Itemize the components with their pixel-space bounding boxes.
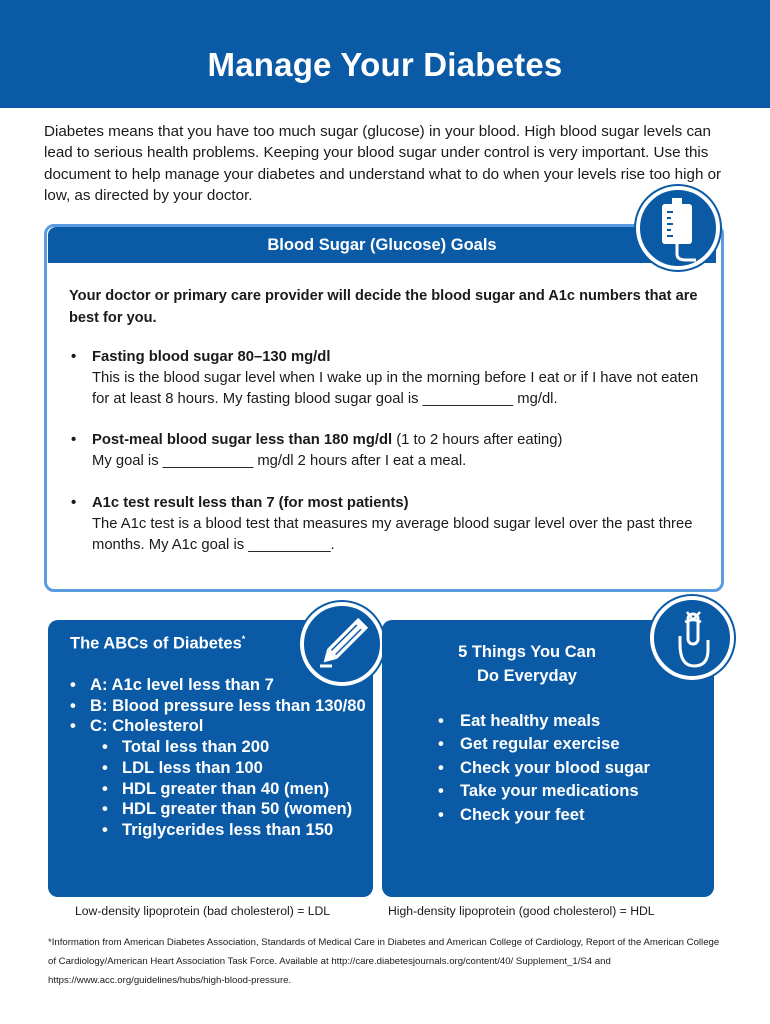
abcs-title-mark: * bbox=[241, 634, 246, 644]
goal-heading: A1c test result less than 7 (for most patients) bbox=[92, 494, 409, 511]
things-title-line2: Do Everyday bbox=[477, 667, 577, 685]
abcs-list bbox=[70, 675, 370, 841]
abcs-title-text: The ABCs of Diabetes bbox=[70, 634, 242, 653]
goal-text: The A1c test is a blood test that measures my average blood sugar level over the past three months. My A1c goal is __________. bbox=[92, 515, 693, 553]
things-title bbox=[382, 640, 672, 688]
list-item: • Take your medications bbox=[438, 779, 650, 802]
goals-lead-text: Your doctor or primary care provider will decide the blood sugar and A1c numbers that are best for you. bbox=[69, 288, 698, 326]
things-list bbox=[438, 709, 650, 826]
list-item: • Check your blood sugar bbox=[438, 756, 650, 779]
list-item: • A: A1c level less than 7 bbox=[70, 675, 370, 696]
list-item bbox=[69, 493, 719, 555]
list-item: • Triglycerides less than 150 bbox=[102, 820, 370, 841]
source-footnote: *Information from American Diabetes Association, Standards of Medical Care in Diabetes and American College of Cardiology, Report of the American College of Cardiology/American Heart Association Task Force. Available at http://care.diabetesjournals.org/content/40/ Supplement_1/S4 and https://www.acc.org/guidelines/hubs/high-blood-pressure. bbox=[48, 937, 720, 986]
list-item: • Check your feet bbox=[438, 803, 650, 826]
list-item: • HDL greater than 40 (men) bbox=[102, 779, 370, 800]
goals-title: Blood Sugar (Glucose) Goals bbox=[48, 227, 716, 263]
goal-list bbox=[69, 347, 719, 576]
abcs-title bbox=[70, 634, 245, 654]
list-item: • B: Blood pressure less than 130/80 bbox=[70, 696, 370, 717]
goal-text: My goal is ___________ mg/dl 2 hours after I eat a meal. bbox=[92, 453, 467, 470]
list-item: • Get regular exercise bbox=[438, 732, 650, 755]
iv-bag-icon bbox=[636, 186, 720, 270]
things-title-line1: 5 Things You Can bbox=[458, 643, 596, 661]
goal-text: This is the blood sugar level when I wake up in the morning before I eat or if I have not eaten for at least 8 hours. My fasting blood sugar goal is ___________ mg/dl. bbox=[92, 369, 699, 407]
header-banner bbox=[0, 0, 770, 108]
pencil-icon bbox=[300, 602, 384, 686]
list-item: • Eat healthy meals bbox=[438, 709, 650, 732]
list-item bbox=[69, 430, 719, 472]
list-item: • Total less than 200 bbox=[102, 737, 370, 758]
hdl-footnote: High-density lipoprotein (good cholesterol) = HDL bbox=[388, 904, 655, 918]
finger-string-reminder-icon bbox=[650, 596, 734, 680]
intro-paragraph: Diabetes means that you have too much sugar (glucose) in your blood. High blood sugar levels can lead to serious health problems. Keeping your blood sugar under control is very important. Use this document to help manage your diabetes and understand what to do when your levels rise too high or low, as directed by your doctor. bbox=[44, 123, 722, 205]
goal-heading: Post-meal blood sugar less than 180 mg/dl bbox=[92, 432, 393, 449]
goal-heading: Fasting blood sugar 80–130 mg/dl bbox=[92, 349, 331, 365]
ldl-footnote: Low-density lipoprotein (bad cholesterol) = LDL bbox=[75, 904, 331, 918]
list-item: • HDL greater than 50 (women) bbox=[102, 799, 370, 820]
list-item: • LDL less than 100 bbox=[102, 758, 370, 779]
list-item bbox=[69, 347, 719, 409]
goal-heading-extra: (1 to 2 hours after eating) bbox=[392, 432, 563, 449]
page-title: Manage Your Diabetes bbox=[207, 46, 563, 83]
list-item: • C: Cholesterol bbox=[70, 716, 370, 737]
